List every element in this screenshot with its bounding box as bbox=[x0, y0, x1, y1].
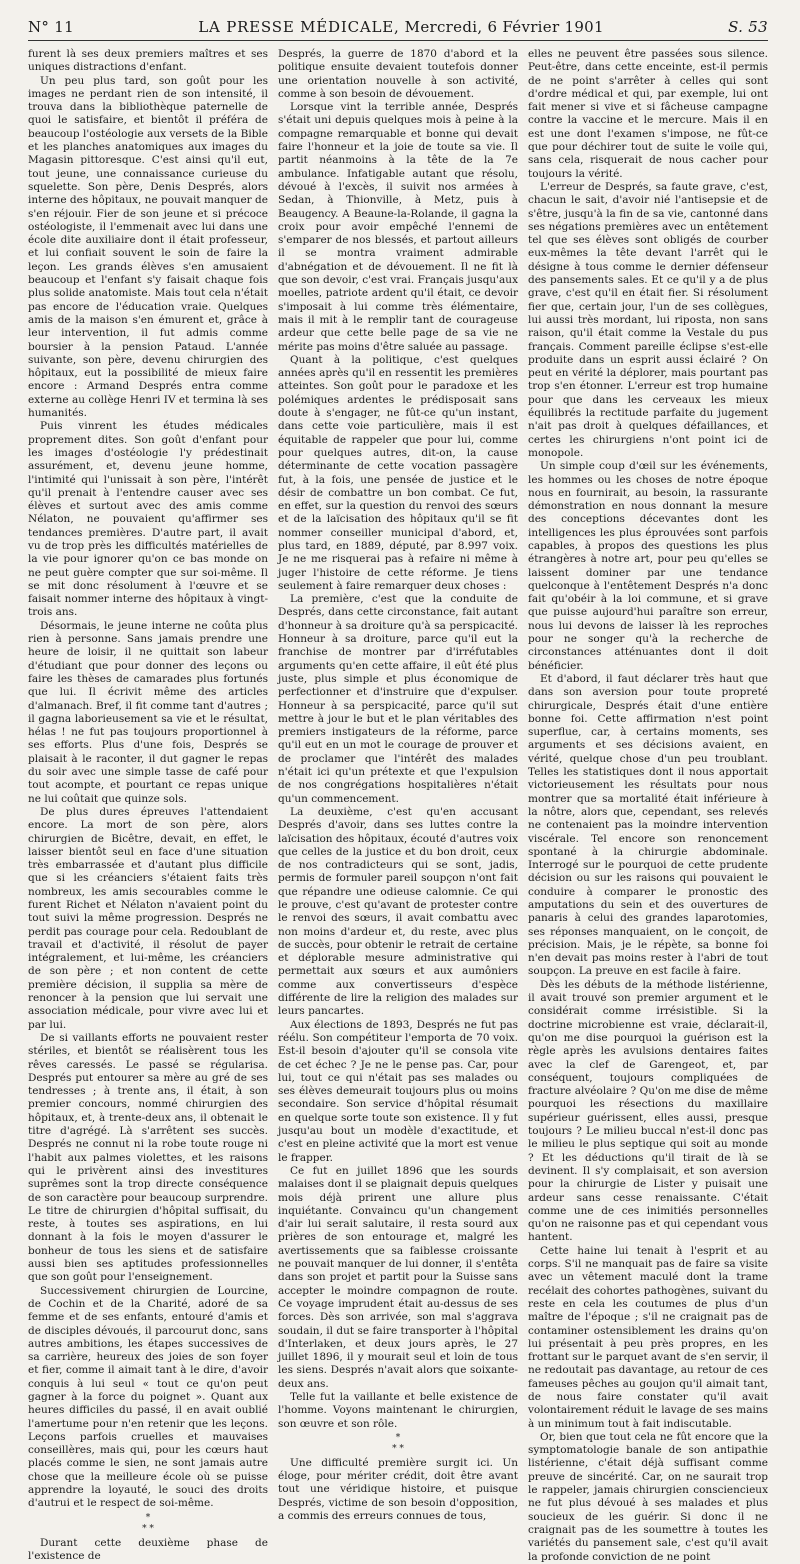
paragraph: Durant cette deuxième phase de l'existence de bbox=[28, 1536, 268, 1562]
paragraph: Et d'abord, il faut déclarer très haut que dans son aversion pour toute propreté chirurgicale, Després était d'une entière bonne foi. Cette affirmation n'est point superflue, car, à certains moments, ses arguments et ses décisions avaient, en vérité, quelque chose d'un peu troublant. Telles les statistiques dont il nous apportait victorieusement les résultats pour nous montrer que sa mortalité était inférieure à la nôtre, alors que, cependant, ses relevés ne contenaient pas la moindre intervention viscérale. Tel encore son renoncement spontané à la chirurgie abdominale. Interrogé sur le pourquoi de cette prudente décision ou sur les raisons qui pouvaient le conduire à comparer le pronostic des amputations du sein et des ouvertures de panaris à celui des grandes laparotomies, ses réponses manquaient, on le conçoit, de précision. Mais, je le répète, sa bonne foi n'en devait pas moins rester à l'abri de tout soupçon. La preuve en est facile à faire. bbox=[528, 672, 768, 978]
paragraph: Un peu plus tard, son goût pour les images ne perdant rien de son intensité, il trouva dans la bibliothèque paternelle de quoi le satisfaire, et bientôt il préféra de beaucoup l'ostéologie aux versets de la Bible et les planches anatomiques aux images du Magasin pittoresque. C'est ainsi qu'il eut, tout jeune, une connaissance curieuse du squelette. Son père, Denis Després, alors interne des hôpitaux, ne pouvait manquer de s'en réjouir. Fier de son jeune et si précoce ostéologiste, il l'emmenait avec lui dans une école dite auxiliaire dont il était professeur, et lui confiait souvent le soin de faire la leçon. Les grands élèves s'en amusaient beaucoup et l'enfant s'y faisait chaque fois plus solide anatomiste. Mais tout cela n'était pas encore de l'éducation vraie. Quelques amis de la maison s'en émurent et, grâce à leur intervention, il fut admis comme boursier à la pension Pataud. L'année suivante, son père, devenu chirurgien des hôpitaux, eut la possibilité de mieux faire encore : Armand Després entra comme externe au collège Henri IV et termina là ses humanités. bbox=[28, 74, 268, 420]
paragraph: Aux élections de 1893, Després ne fut pas réélu. Son compétiteur l'emporta de 70 voix. Est-il besoin d'ajouter qu'il se consola vite de cet échec ? Je ne le pense pas. Car, pour lui, tout ce qui n'était pas ses malades ou ses élèves demeurait toujours plus ou moins secondaire. Son service d'hôpital résumait en quelque sorte toute son existence. Il y fut jusqu'au bout un modèle d'exactitude, et c'est en pleine activité que la mort est venue le frapper. bbox=[278, 1018, 518, 1164]
column-2 bbox=[278, 48, 518, 1523]
paragraph: Or, bien que tout cela ne fût encore que la symptomatologie banale de son antipathie listérienne, c'était déjà suffisant comme preuve de sincérité. Car, on ne saurait trop le rappeler, jamais chirurgien consciencieux ne fut plus dévoué à ses malades et plus soucieux de les guérir. Si donc il ne craignait pas de les soumettre à toutes les variétés du pansement sale, c'est qu'il avait la profonde conviction de ne point bbox=[528, 1430, 768, 1563]
paragraph: De plus dures épreuves l'attendaient encore. La mort de son père, alors chirurgien de Bicêtre, devait, en effet, le laisser bientôt seul en face d'une situation très embarrassée et d'autant plus difficile que si les créanciers s'étaient faits très nombreux, les amis secourables comme le furent Richet et Nélaton n'avaient point du tout suivi la même progression. Després ne perdit pas courage pour cela. Redoublant de travail et d'activité, il résolut de payer intégralement, et lui-même, les créanciers de son père ; et non content de cette première décision, il supplia sa mère de renoncer à la pension que lui servait une association médicale, pour vivre avec lui et par lui. bbox=[28, 805, 268, 1031]
paragraph: De si vaillants efforts ne pouvaient rester stériles, et bientôt se réalisèrent tous les rêves caressés. Le passé se régularisa. Després put entourer sa mère au gré de ses tendresses ; à trente ans, il était, à son premier concours, nommé chirurgien des hôpitaux, et, à trente-deux ans, il obtenait le titre d'agrégé. Là s'arrêtent ses succès. Després ne connut ni la robe toute rouge ni l'habit aux palmes violettes, et les raisons qui le privèrent ainsi des investitures suprêmes sont la trop directe conséquence de son caractère pour beaucoup surprendre. Le titre de chirurgien d'hôpital suffisait, du reste, à toutes ses aspirations, en lui donnant à la fois le moyen d'assurer le bonheur de tous les siens et de satisfaire aussi bien ses aptitudes professionnelles que son goût pour l'enseignement. bbox=[28, 1031, 268, 1284]
column-3 bbox=[528, 48, 768, 1563]
section-separator: * * * bbox=[142, 1512, 154, 1534]
paragraph: La deuxième, c'est qu'en accusant Després d'avoir, dans ses luttes contre la laïcisation des hôpitaux, écouté d'autres voix que celles de la justice et du bon droit, ceux de nos contradicteurs qui se sont, jadis, permis de formuler pareil soupçon n'ont fait que répandre une odieuse calomnie. Ce qui le prouve, c'est qu'avant de protester contre le renvoi des sœurs, il avait combattu avec non moins d'ardeur et, du reste, avec plus de succès, pour obtenir le retrait de certaine et déplorable mesure administrative qui permettait aux sœurs et aux aumôniers comme aux convertisseurs d'espèce différente de lire la religion des malades sur leurs pancartes. bbox=[278, 805, 518, 1018]
page-header bbox=[28, 14, 768, 41]
paragraph: Une difficulté première surgit ici. Un éloge, pour mériter crédit, doit être avant tout une véridique histoire, et puisque Després, victime de son besoin d'opposition, a commis des erreurs connues de tous, bbox=[278, 1456, 518, 1523]
page-number: S. 53 bbox=[728, 18, 768, 36]
journal-title: LA PRESSE MÉDICALE, bbox=[198, 18, 400, 36]
paragraph: elles ne peuvent être passées sous silence. Peut-être, dans cette enceinte, est-il permis de ne point s'arrêter à celles qui sont d'ordre médical et qui, par exemple, lui ont fait mener si vive et si fâcheuse campagne contre la vaccine et le mercure. Mais il en est une dont l'examen s'impose, ne fût-ce que pour déchirer tout de suite le voile qui, sans cela, risquerait de nous cacher pour toujours la vérité. bbox=[528, 48, 768, 180]
journal-masthead bbox=[198, 18, 604, 36]
issue-number: N° 11 bbox=[28, 18, 74, 36]
paragraph: Dès les débuts de la méthode listérienne, il avait trouvé son premier argument et le considérait comme irrésistible. Si la doctrine microbienne est vraie, déclarait-il, qu'on me dise pourquoi la guérison est la règle après les avulsions dentaires faites avec la clef de Garengeot, et, par conséquent, toujours compliquées de fracture alvéolaire ? Qu'on me dise de même pourquoi les résections du maxillaire supérieur guérissent, elles aussi, presque toujours ? Le milieu buccal n'est-il donc pas le milieu le plus septique qui soit au monde ? Et les déductions qu'il tirait de là se devinent. Il s'y complaisait, et son aversion pour la chirurgie de Lister y puisait une ardeur sans cesse renaissante. C'était comme une de ces inimitiés personnelles qu'on ne raisonne pas et qui cependant vous hantent. bbox=[528, 978, 768, 1244]
paragraph: Ce fut en juillet 1896 que les sourds malaises dont il se plaignait depuis quelques mois déjà prirent une allure plus inquiétante. Convaincu qu'un changement d'air lui serait salutaire, il resta sourd aux prières de son entourage et, malgré les avertissements que sa faiblesse croissante ne pouvait manquer de lui donner, il s'entêta dans son projet et partit pour la Suisse sans accepter le moindre compagnon de route. Ce voyage imprudent était au-dessus de ses forces. Dès son arrivée, son mal s'aggrava soudain, il dut se faire transporter à l'hôpital d'Interlaken, et deux jours après, le 27 juillet 1896, il y mourait seul et loin de tous les siens. Després n'avait alors que soixante-deux ans. bbox=[278, 1164, 518, 1390]
paragraph: Désormais, le jeune interne ne coûta plus rien à personne. Sans jamais prendre une heure de loisir, il ne quittait son labeur d'étudiant que pour donner des leçons ou faire les thèses de camarades plus fortunés que lui. Il écrivit même des articles d'almanach. Bref, il fit comme tant d'autres ; il gagna laborieusement sa vie et le résultat, hélas ! ne fut pas toujours proportionnel à ses efforts. Plus d'une fois, Després se plaisait à le raconter, il dut gagner le repas du soir avec une simple tasse de café pour tout acompte, et pourtant ce repas unique ne lui coûtait que quinze sols. bbox=[28, 619, 268, 805]
section-separator: * * * bbox=[392, 1432, 404, 1454]
paragraph: Quant à la politique, c'est quelques années après qu'il en ressentit les premières atteintes. Son goût pour le paradoxe et les polémiques ardentes le prédisposait sans doute à s'engager, ne fût-ce qu'un instant, dans cette voie particulière, mais il est équitable de rappeler que pour lui, comme pour quelques autres, dit-on, la cause déterminante de cette vocation passagère fut, à la fois, une pensée de justice et le désir de combattre un bon combat. Ce fut, en effet, sur la question du renvoi des sœurs et de la laïcisation des hôpitaux qu'il se fit nommer conseiller municipal d'abord, et, plus tard, en 1889, député, par 8.997 voix. Je ne me risquerai pas à refaire ni même à juger l'histoire de cette réforme. Je tiens seulement à faire remarquer deux choses : bbox=[278, 353, 518, 592]
paragraph: furent là ses deux premiers maîtres et ses uniques distractions d'enfant. bbox=[28, 48, 268, 74]
issue-date: Mercredi, 6 Février 1901 bbox=[404, 18, 604, 36]
paragraph: Cette haine lui tenait à l'esprit et au corps. S'il ne manquait pas de faire sa visite avec un vêtement maculé dont la trame recélait des cohortes pathogènes, suivant du reste en cela les coutumes de plus d'un maître de l'époque ; s'il ne craignait pas de contaminer ostensiblement les drains qu'on lui présentait à peu près propres, en les frottant sur le parquet avant de s'en servir, il ne redoutait pas davantage, au retour de ces fameuses pêches au goujon qu'il aimait tant, de nous faire constater qu'il avait volontairement réduit le lavage de ses mains à un minimum tout à fait indiscutable. bbox=[528, 1244, 768, 1430]
paragraph: Puis vinrent les études médicales proprement dites. Son goût d'enfant pour les images d'ostéologie l'y prédestinait assurément, et, devenu jeune homme, l'intimité qui l'unissait à son père, l'intérêt qu'il prenait à l'entendre causer avec ses élèves et surtout avec des amis comme Nélaton, ne pouvaient qu'affirmer ses tendances premières. D'autre part, il avait vu de trop près les difficultés matérielles de la vie pour ignorer qu'on ce bas monde on ne peut guère compter que sur soi-même. Il se mit donc résolument à l'œuvre et se faisait nommer interne des hôpitaux à vingt-trois ans. bbox=[28, 420, 268, 619]
paragraph: Successivement chirurgien de Lourcine, de Cochin et de la Charité, adoré de sa femme et de ses enfants, entouré d'amis et de disciples dévoués, il parcourut donc, sans autres ambitions, les étapes successives de sa carrière, heureux des joies de son foyer et fier, comme il aimait tant à le dire, d'avoir conquis à lui seul « tout ce qu'on peut gagner à la force du poignet ». Quant aux heures difficiles du passé, il en avait oublié l'amertume pour n'en retenir que les leçons. Leçons parfois cruelles et mauvaises conseillères, mais qui, pour les cœurs haut placés comme le sien, ne sont jamais autre chose que la meilleure école où se puisse apprendre la loyauté, le souci des droits d'autrui et le respect de soi-même. bbox=[28, 1284, 268, 1510]
paragraph: Lorsque vint la terrible année, Després s'était uni depuis quelques mois à peine à la compagne remarquable et bonne qui devait faire l'honneur et la joie de toute sa vie. Il partit néanmoins à la tête de la 7e ambulance. Infatigable autant que résolu, dévoué à l'excès, il suivit nos armées à Sedan, à Thionville, à Metz, puis à Beaugency. A Beaune-la-Rolande, il gagna la croix pour avoir empêché l'ennemi de s'emparer de nos blessés, et partout ailleurs il se montra vraiment admirable d'abnégation et de dévouement. Il ne fit là que son devoir, c'est vrai. Français jusqu'aux moelles, patriote ardent qu'il était, ce devoir s'imposait à lui comme très élémentaire, mais il mit à le remplir tant de courageuse ardeur que cette belle page de sa vie ne mérite pas moins d'être saluée au passage. bbox=[278, 101, 518, 353]
paragraph: Després, la guerre de 1870 d'abord et la politique ensuite devaient toutefois donner une orientation nouvelle à son activité, comme à son besoin de dévouement. bbox=[278, 48, 518, 100]
paragraph: Telle fut la vaillante et belle existence de l'homme. Voyons maintenant le chirurgien, son œuvre et son rôle. bbox=[278, 1390, 518, 1430]
paragraph: L'erreur de Després, sa faute grave, c'est, chacun le sait, d'avoir nié l'antisepsie et de s'être, jusqu'à la fin de sa vie, cantonné dans ses négations premières avec un entêtement tel que ses élèves sont obligés de courber eux-mêmes la tête devant l'arrêt qui le désigne à tous comme le dernier défenseur des pansements sales. Et ce qu'il y a de plus grave, c'est qu'il en était fier. Si résolument fier que, certain jour, l'un de ses collègues, lui aussi très mordant, lui riposta, non sans raison, qu'il était comme la Vestale du pus français. Comment pareille éclipse s'est-elle produite dans un esprit aussi éclairé ? On peut en vérité la déplorer, mais pourtant pas trop s'en étonner. L'erreur est trop humaine pour que dans les cerveaux les mieux équilibrés la rectitude parfaite du jugement n'ait pas droit à quelques défaillances, et certes les chirurgiens n'ont point ici de monopole. bbox=[528, 180, 768, 459]
paragraph: La première, c'est que la conduite de Després, dans cette circonstance, fait autant d'honneur à sa droiture qu'à sa perspicacité. Honneur à sa droiture, parce qu'il eut la franchise de montrer par d'irréfutables arguments qu'en cette affaire, il eût été plus juste, plus simple et plus économique de perfectionner et d'instruire que d'expulser. Honneur à sa perspicacité, parce qu'il sut mettre à jour le but et le plan véritables des premiers instigateurs de la réforme, parce qu'il eut en un mot le courage de prouver et de proclamer que l'intérêt des malades n'était ici qu'un prétexte et que l'expulsion de nos congrégations hospitalières n'était qu'un commencement. bbox=[278, 593, 518, 805]
column-1 bbox=[28, 48, 268, 1562]
article-body bbox=[28, 48, 770, 1563]
paragraph: Un simple coup d'œil sur les événements, les hommes ou les choses de notre époque nous en fournirait, au besoin, la rassurante démonstration en nous donnant la mesure des conceptions décevantes dont les intelligences les plus éprouvées sont parfois capables, à propos des questions les plus étrangères à notre art, pour peu qu'elles se laissent dominer par une tendance quelconque à l'entêtement Després n'a donc fait qu'obéir à la loi commune, et si grave que puisse aujourd'hui paraître son erreur, nous lui devons de laisser là les reproches pour ne songer qu'à la recherche de circonstances atténuantes dont il doit bénéficier. bbox=[528, 460, 768, 672]
